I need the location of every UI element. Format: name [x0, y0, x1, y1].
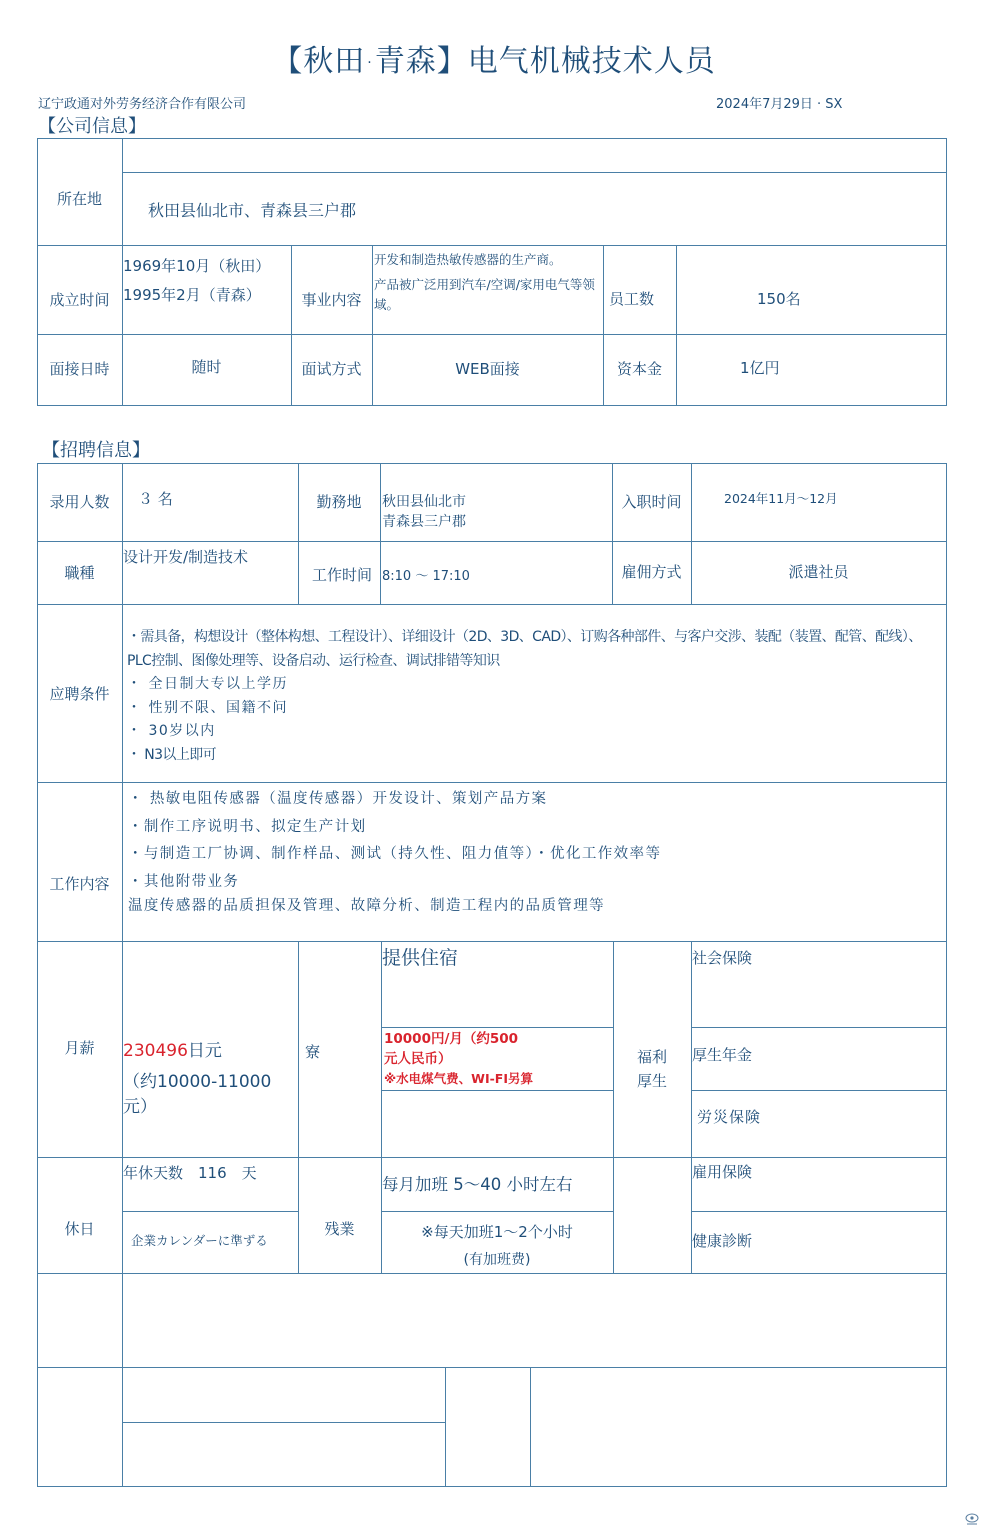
founded-value [123, 252, 270, 310]
requirement-item: ・ 全日制大专以上学历 [127, 676, 288, 692]
duty-item: 温度传感器的品质担保及管理、故障分析、制造工程内的品质管理等 [128, 898, 605, 914]
duties-label: 工作内容 [49, 875, 110, 893]
welfare-item: 労災保険 [697, 1108, 762, 1126]
hire-count-label: 录用人数 [49, 493, 110, 511]
start-value: 2024年11月～12月 [724, 491, 838, 506]
workplace-line1: 秋田县仙北市 [382, 494, 466, 510]
founded-label: 成立时间 [49, 291, 110, 309]
requirement-item: ・ 30岁以内 [127, 723, 216, 739]
duties-list [128, 786, 944, 921]
dorm-fee [384, 1029, 612, 1088]
duty-item: ・与制造工厂协调、制作样品、测试（持久性、阻力值等）・优化工作效率等 [128, 846, 662, 862]
recruit-info-heading: 【招聘信息】 [42, 440, 150, 461]
interview-method-value: WEB面接 [455, 360, 520, 378]
company-name: 辽宁政通对外劳务经济合作有限公司 [38, 97, 247, 112]
requirement-item: ・ N3以上即可 [127, 746, 217, 763]
job-type-value: 设计开发/制造技术 [123, 548, 249, 566]
business-line2: 产品被广泛用到汽车/空调/家用电气等领域。 [374, 277, 595, 312]
founded-line2: 1995年2月（青森） [123, 286, 261, 304]
welfare-label-line1: 福利 [636, 1048, 667, 1066]
employees-label: 员工数 [609, 290, 655, 308]
business-label: 事业内容 [301, 291, 362, 309]
business-line1: 开发和制造热敏传感器的生产商。 [374, 252, 562, 267]
requirements-list [127, 626, 945, 767]
dorm-fee-line1: 10000円/月（约500 [384, 1031, 519, 1047]
welfare-item: 雇用保険 [692, 1163, 753, 1181]
job-type-label: 職種 [64, 564, 95, 582]
work-time-value: 8:10 ～ 17:10 [382, 569, 470, 584]
dorm-fee-line2: 元人民币） [384, 1051, 452, 1068]
employees-value: 150名 [757, 290, 801, 308]
welfare-label [613, 1045, 691, 1093]
workplace-value [382, 492, 466, 532]
overtime-label: 残業 [324, 1220, 355, 1238]
founded-line1: 1969年10月（秋田） [123, 257, 271, 275]
interview-date-label: 面接日時 [49, 360, 110, 378]
business-value [374, 250, 602, 315]
capital-value: 1亿円 [740, 359, 780, 377]
title-dot: · [367, 54, 373, 71]
work-time-label: 工作时间 [312, 566, 373, 584]
welfare-label-line2: 厚生 [636, 1072, 667, 1090]
employment-label: 雇佣方式 [621, 563, 682, 581]
overtime-value: 每月加班 5～40 小时左右 [382, 1175, 573, 1194]
holiday-label: 休日 [64, 1220, 95, 1238]
welfare-item: 社会保険 [692, 949, 753, 967]
watermark-icon [964, 1512, 980, 1526]
dorm-fee-note: ※水电煤气费、WI-FI另算 [384, 1070, 533, 1086]
calendar-note: 企業カレンダーに準ずる [131, 1233, 268, 1248]
start-label: 入职时间 [621, 493, 682, 511]
requirement-item: ・需具备，构想设计（整体构想、工程设计）、详细设计（2D、3D、CAD）、订购各种部件、与客户交涉、装配（装置、配管、配线）、PLC控制、图像处理等、设备启动、运行检查、调试排错等知识 [127, 629, 922, 669]
requirement-item: ・ 性别不限、国籍不问 [127, 699, 288, 716]
salary-label: 月薪 [64, 1039, 95, 1057]
salary-amount-line [123, 1038, 222, 1064]
hire-count-value: ３ 名 [138, 490, 173, 508]
employment-value: 派遣社员 [788, 563, 849, 581]
requirements-label: 应聘条件 [49, 685, 110, 703]
location-label: 所在地 [56, 190, 102, 208]
workplace-line2: 青森县三户郡 [382, 514, 466, 530]
title-part1: 【秋田 [272, 44, 366, 79]
capital-label: 资本金 [616, 360, 662, 378]
salary-unit: 日元 [187, 1041, 222, 1061]
overtime-notes [381, 1218, 613, 1274]
dorm-label: 寮 [305, 1043, 321, 1061]
annual-days: 年休天数 116 天 [123, 1164, 257, 1182]
duty-item: ・ 热敏电阻传感器（温度传感器）开发设计、策划产品方案 [128, 791, 548, 807]
overtime-note2: (有加班费) [463, 1252, 531, 1268]
document-date: 2024年7月29日 · SX [716, 97, 843, 112]
interview-date-value: 随时 [191, 358, 222, 376]
dorm-value: 提供住宿 [382, 947, 459, 969]
duty-item: ・制作工序说明书、拟定生产计划 [128, 818, 367, 835]
welfare-item: 健康診断 [692, 1232, 753, 1250]
salary-amount: 230496 [123, 1041, 188, 1061]
page-title [0, 36, 988, 80]
interview-method-label: 面试方式 [301, 360, 362, 378]
duty-item: ・其他附带业务 [128, 873, 240, 890]
workplace-label: 勤務地 [316, 493, 362, 511]
title-part2: 青森】电气机械技术人员 [374, 44, 716, 79]
welfare-item: 厚生年金 [692, 1046, 753, 1064]
company-info-heading: 【公司信息】 [38, 116, 146, 137]
location-value: 秋田县仙北市、青森县三户郡 [148, 201, 357, 220]
salary-rmb: （约10000-11000元） [123, 1072, 272, 1117]
overtime-note1: ※每天加班1～2个小时 [421, 1223, 573, 1241]
